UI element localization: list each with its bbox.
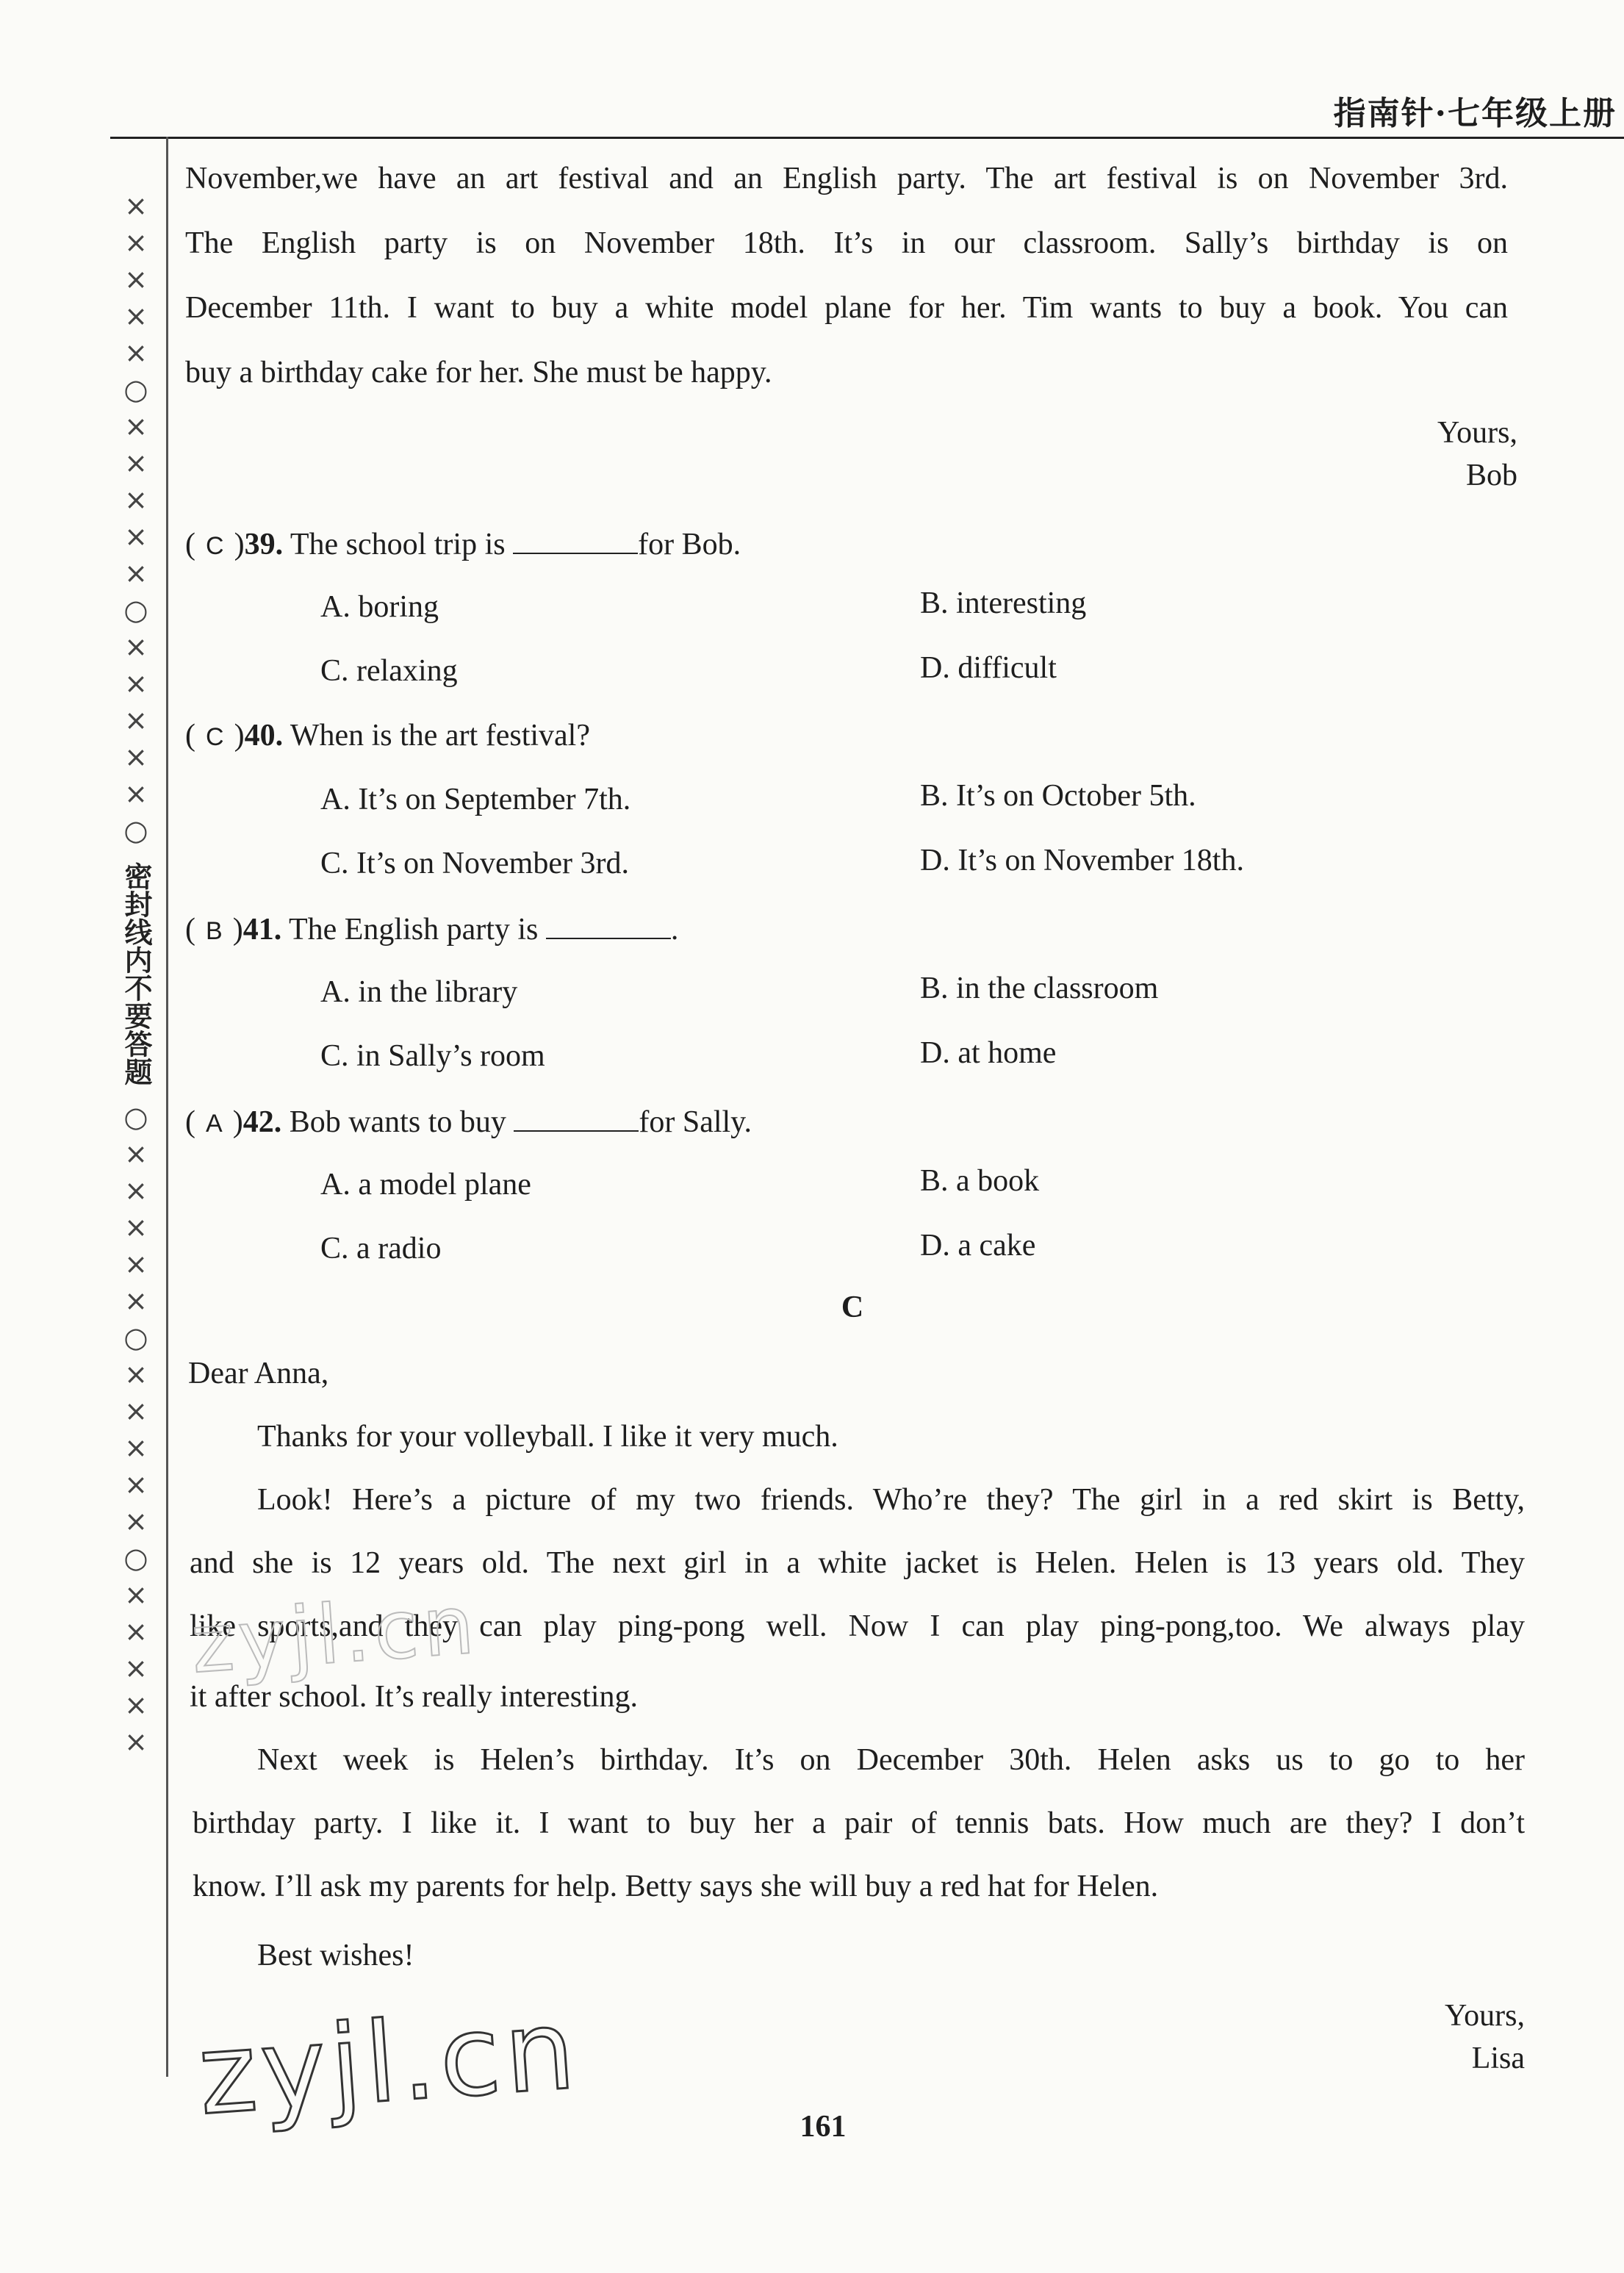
question-number: 41. [242, 913, 282, 947]
letter-line: and she is 12 years old. The next girl in a white jacket is Helen. Helen is 13 years old. They [190, 1546, 1525, 1580]
question-40: ( C )40. When is the art festival? [185, 719, 590, 753]
margin-mark: ○ [123, 814, 148, 847]
margin-mark: × [124, 484, 148, 516]
letter-signature: Bob [1465, 459, 1517, 492]
margin-mark: × [124, 1285, 148, 1317]
option-b: B. a book [920, 1164, 1040, 1198]
question-41: ( B )41. The English party is . [185, 913, 679, 947]
margin-mark: × [124, 1174, 148, 1207]
running-header: 指南针·七年级上册 [1333, 95, 1617, 132]
answer-blank [546, 913, 671, 939]
margin-rule [166, 137, 168, 2077]
margin-mark: × [124, 1358, 148, 1390]
letter-line: like sports,and they can play ping-pong well. Now I can play ping-pong,too. We always play [190, 1609, 1525, 1643]
margin-mark: × [124, 557, 148, 589]
margin-mark: × [124, 1615, 148, 1648]
header-rule [110, 137, 1624, 139]
option-a: A. in the library [320, 975, 518, 1009]
margin-mark: × [124, 447, 148, 479]
letter-line: birthday party. I like it. I want to buy her a pair of tennis bats. How much are they? I don’t [193, 1806, 1525, 1840]
option-b: B. in the classroom [920, 972, 1159, 1005]
option-d: D. difficult [920, 651, 1057, 685]
watermark-faint: zyjl.cn [188, 1577, 482, 1692]
option-a: A. It’s on September 7th. [320, 783, 631, 816]
margin-mark: × [124, 300, 148, 332]
question-stem: Bob wants to buy [289, 1105, 506, 1139]
passage-line: December 11th. I want to buy a white model plane for her. Tim wants to buy a book. You can [185, 291, 1508, 325]
margin-mark: × [124, 520, 148, 553]
margin-mark: ○ [123, 1101, 148, 1133]
letter-line: Thanks for your volleyball. I like it very much. [257, 1420, 838, 1454]
margin-mark: × [124, 741, 148, 773]
margin-mark: × [124, 1726, 148, 1758]
option-a: A. boring [320, 590, 439, 624]
passage-line: buy a birthday cake for her. She must be happy. [185, 356, 772, 389]
section-label: C [841, 1290, 864, 1324]
question-39: ( C )39. The school trip is for Bob. [185, 528, 741, 561]
question-stem: The English party is [288, 913, 539, 947]
page-number: 161 [800, 2110, 847, 2144]
option-c: C. It’s on November 3rd. [320, 847, 629, 880]
question-42: ( A )42. Bob wants to buy for Sally. [185, 1105, 752, 1139]
option-d: D. It’s on November 18th. [920, 844, 1244, 877]
question-number: 42. [242, 1105, 282, 1139]
margin-mark: × [124, 1579, 148, 1611]
margin-mark: × [124, 1432, 148, 1464]
answer-mark: A [206, 1110, 223, 1138]
margin-mark: × [124, 1505, 148, 1537]
margin-mark: × [124, 631, 148, 663]
margin-mark: × [124, 1248, 148, 1280]
margin-mark: ○ [123, 1321, 148, 1354]
question-stem-end: for Sally. [639, 1105, 752, 1139]
margin-mark: × [124, 1138, 148, 1170]
answer-mark: C [206, 532, 224, 560]
margin-mark: × [124, 704, 148, 736]
margin-mark: × [124, 667, 148, 700]
watermark: zyjl.cn [194, 1986, 583, 2140]
margin-mark: × [124, 778, 148, 810]
margin-mark: × [124, 1395, 148, 1427]
question-stem-end: . [670, 913, 679, 947]
margin-marks-top [110, 187, 162, 849]
letter-line: Next week is Helen’s birthday. It’s on December 30th. Helen asks us to go to her [257, 1743, 1525, 1777]
question-stem-end: for Bob. [638, 528, 741, 561]
letter-closing: Yours, [1445, 1999, 1525, 2033]
letter-greeting: Dear Anna, [188, 1357, 329, 1390]
option-c: C. in Sally’s room [320, 1039, 545, 1073]
answer-blank [513, 528, 638, 554]
question-stem: When is the art festival? [290, 719, 590, 753]
margin-mark: × [124, 1468, 148, 1501]
question-stem: The school trip is [290, 528, 506, 561]
question-number: 39. [244, 528, 284, 561]
margin-mark: × [124, 263, 148, 295]
margin-mark: × [124, 337, 148, 369]
letter-signature: Lisa [1471, 2042, 1525, 2075]
answer-mark: B [206, 917, 223, 945]
margin-mark: ○ [123, 1542, 148, 1574]
margin-mark: × [124, 1689, 148, 1721]
margin-mark: × [124, 1211, 148, 1243]
margin-mark: ○ [123, 373, 148, 406]
letter-line: it after school. It’s really interesting. [190, 1680, 638, 1714]
passage-line: November,we have an art festival and an English party. The art festival is on November 3rd. [185, 162, 1508, 195]
option-c: C. a radio [320, 1232, 442, 1265]
letter-line: Best wishes! [257, 1939, 414, 1972]
seal-warning-text: 密封线内不要答题 [120, 862, 152, 1085]
passage-line: The English party is on November 18th. It’s in our classroom. Sally’s birthday is on [185, 226, 1508, 260]
answer-blank [514, 1105, 639, 1132]
margin-mark: ○ [123, 594, 148, 626]
option-b: B. interesting [920, 586, 1087, 620]
margin-mark: × [124, 410, 148, 442]
margin-mark: × [124, 190, 148, 222]
margin-marks-bottom [110, 1099, 162, 1760]
letter-line: know. I’ll ask my parents for help. Betty says she will buy a red hat for Helen. [193, 1870, 1159, 1903]
option-d: D. a cake [920, 1229, 1036, 1263]
seal-margin [110, 187, 162, 1760]
option-b: B. It’s on October 5th. [920, 779, 1196, 813]
letter-closing: Yours, [1437, 416, 1517, 450]
option-d: D. at home [920, 1036, 1057, 1070]
answer-mark: C [206, 723, 224, 751]
option-c: C. relaxing [320, 654, 458, 688]
margin-mark: × [124, 1652, 148, 1684]
question-number: 40. [244, 719, 284, 753]
option-a: A. a model plane [320, 1168, 531, 1202]
margin-mark: × [124, 226, 148, 259]
letter-line: Look! Here’s a picture of my two friends. Who’re they? The girl in a red skirt is Betty, [257, 1483, 1525, 1517]
